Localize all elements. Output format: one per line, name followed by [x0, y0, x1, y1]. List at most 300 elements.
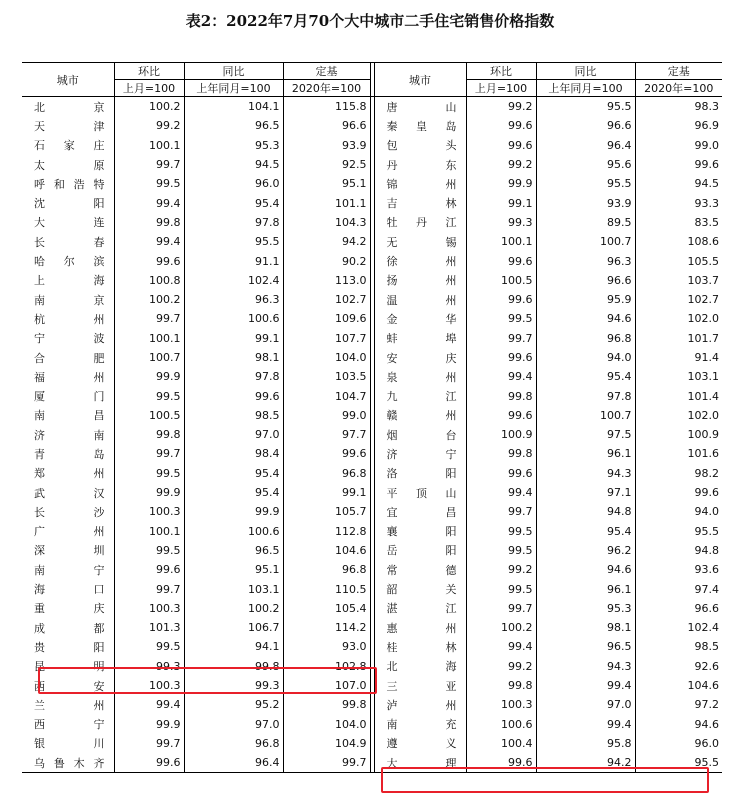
- yoy-subheader-left: 上年同月=100: [184, 80, 283, 97]
- table-row: [22, 174, 722, 193]
- yoy-cell: 96.1: [536, 444, 635, 463]
- mom-cell: 100.3: [114, 502, 184, 521]
- city-cell: 北海: [374, 657, 466, 676]
- yoy-cell: 99.8: [184, 657, 283, 676]
- highlight-box-kunming: [38, 667, 377, 694]
- mom-cell: 99.9: [114, 715, 184, 734]
- table-row: [22, 348, 722, 367]
- yoy-cell: 96.6: [536, 271, 635, 290]
- base-cell: 99.6: [283, 444, 370, 463]
- base-cell: 90.2: [283, 251, 370, 270]
- base-cell: 99.0: [694, 138, 719, 152]
- city-cell: 扬州: [374, 271, 466, 290]
- yoy-cell: 99.4: [536, 676, 635, 695]
- table-row: [22, 695, 722, 714]
- yoy-cell: 97.0: [184, 425, 283, 444]
- city-cell: 贵阳: [22, 637, 114, 656]
- base-cell: 99.1: [283, 483, 370, 502]
- city-cell: 海口: [22, 579, 114, 598]
- yoy-cell: 97.8: [184, 367, 283, 386]
- base-cell: 102.7: [687, 293, 719, 307]
- table-row: [22, 444, 722, 463]
- table-row: [22, 290, 722, 309]
- yoy-subheader-right: 上年同月=100: [536, 80, 635, 97]
- base-cell: 102.4: [687, 621, 719, 635]
- yoy-cell: 99.9: [184, 502, 283, 521]
- base-cell: 97.7: [283, 425, 370, 444]
- yoy-cell: 96.0: [184, 174, 283, 193]
- mom-cell: 99.8: [466, 676, 536, 695]
- base-cell: 95.5: [635, 753, 722, 773]
- city-cell: 成都: [22, 618, 114, 637]
- mom-cell: 99.8: [114, 425, 184, 444]
- mom-cell: 100.3: [114, 676, 184, 695]
- city-cell: 泸州: [374, 695, 466, 714]
- table-row: [22, 734, 722, 753]
- mom-cell: 99.6: [466, 406, 536, 425]
- city-cell: 南昌: [22, 406, 114, 425]
- mom-cell: 99.4: [114, 232, 184, 251]
- table-row: [22, 136, 722, 155]
- city-cell: 无锡: [374, 232, 466, 251]
- mom-cell: 99.7: [114, 309, 184, 328]
- yoy-cell: 91.1: [184, 251, 283, 270]
- base-cell: 114.2: [283, 618, 370, 637]
- mom-cell: 99.5: [114, 464, 184, 483]
- table-row: [22, 251, 722, 270]
- city-cell: 牡丹江: [374, 213, 466, 232]
- base-cell: 96.6: [694, 601, 719, 615]
- yoy-cell: 95.4: [536, 522, 635, 541]
- yoy-cell: 96.4: [536, 136, 635, 155]
- yoy-cell: 96.6: [536, 116, 635, 135]
- mom-cell: 99.6: [114, 560, 184, 579]
- city-cell: 唐山: [374, 97, 466, 117]
- mom-cell: 99.6: [466, 136, 536, 155]
- city-cell: 南京: [22, 290, 114, 309]
- mom-cell: 99.5: [114, 541, 184, 560]
- yoy-cell: 96.5: [184, 541, 283, 560]
- city-cell: 石家庄: [22, 136, 114, 155]
- mom-cell: 100.8: [114, 271, 184, 290]
- yoy-cell: 95.5: [536, 97, 635, 117]
- city-cell: 南充: [374, 715, 466, 734]
- base-cell: 93.6: [694, 563, 719, 577]
- base-cell: 101.6: [687, 447, 719, 461]
- base-cell: 96.6: [283, 116, 370, 135]
- city-cell: 惠州: [374, 618, 466, 637]
- city-cell: 深圳: [22, 541, 114, 560]
- base-cell: 113.0: [283, 271, 370, 290]
- base-cell: 97.2: [694, 698, 719, 712]
- mom-cell: 99.4: [114, 695, 184, 714]
- yoy-cell: 99.6: [184, 386, 283, 405]
- city-cell: 太原: [22, 155, 114, 174]
- yoy-cell: 94.8: [536, 502, 635, 521]
- base-cell: 101.7: [687, 331, 719, 345]
- base-cell: 93.3: [694, 196, 719, 210]
- yoy-cell: 99.4: [536, 715, 635, 734]
- base-cell: 105.5: [687, 254, 719, 268]
- city-cell: 蚌埠: [374, 329, 466, 348]
- mom-cell: 99.8: [466, 386, 536, 405]
- city-cell: 兰州: [22, 695, 114, 714]
- base-cell: 102.8: [283, 657, 370, 676]
- table-row: [22, 309, 722, 328]
- mom-cell: 99.8: [114, 213, 184, 232]
- base-cell: 94.0: [694, 505, 719, 519]
- city-cell: 青岛: [22, 444, 114, 463]
- base-cell: 101.1: [283, 193, 370, 212]
- yoy-cell: 95.4: [184, 193, 283, 212]
- table-row: [22, 213, 722, 232]
- yoy-cell: 98.5: [184, 406, 283, 425]
- base-cell: 96.9: [694, 119, 719, 133]
- city-cell: 南宁: [22, 560, 114, 579]
- mom-cell: 100.1: [114, 329, 184, 348]
- base-cell: 99.8: [283, 695, 370, 714]
- city-cell: 杭州: [22, 309, 114, 328]
- table-row: [22, 155, 722, 174]
- base-cell: 92.6: [694, 659, 719, 673]
- mom-cell: 101.3: [114, 618, 184, 637]
- base-cell: 107.7: [283, 329, 370, 348]
- city-cell: 沈阳: [22, 193, 114, 212]
- yoy-cell: 97.5: [536, 425, 635, 444]
- city-cell: 哈尔滨: [22, 251, 114, 270]
- yoy-cell: 98.4: [184, 444, 283, 463]
- yoy-cell: 97.8: [536, 386, 635, 405]
- mom-cell: 99.9: [114, 483, 184, 502]
- mom-cell: 99.9: [114, 367, 184, 386]
- table-row: [22, 541, 722, 560]
- mom-cell: 99.7: [114, 155, 184, 174]
- yoy-cell: 94.0: [536, 348, 635, 367]
- table-row: [22, 367, 722, 386]
- base-cell: 104.0: [283, 348, 370, 367]
- mom-cell: 100.2: [114, 290, 184, 309]
- base-cell: 99.7: [283, 753, 370, 773]
- yoy-cell: 106.7: [184, 618, 283, 637]
- city-cell: 银川: [22, 734, 114, 753]
- yoy-cell: 96.3: [184, 290, 283, 309]
- yoy-cell: 103.1: [184, 579, 283, 598]
- city-cell: 赣州: [374, 406, 466, 425]
- mom-cell: 99.7: [466, 502, 536, 521]
- base-header-left: 定基: [283, 63, 370, 80]
- mom-cell: 99.9: [466, 174, 536, 193]
- mom-cell: 99.5: [466, 522, 536, 541]
- mom-cell: 100.5: [466, 271, 536, 290]
- yoy-cell: 94.3: [536, 657, 635, 676]
- mom-cell: 99.7: [114, 734, 184, 753]
- mom-cell: 99.6: [466, 348, 536, 367]
- city-cell: 宜昌: [374, 502, 466, 521]
- city-cell: 秦皇岛: [374, 116, 466, 135]
- base-cell: 96.8: [283, 464, 370, 483]
- table-row: [22, 425, 722, 444]
- table-row: [22, 193, 722, 212]
- mom-cell: 99.4: [466, 483, 536, 502]
- city-cell: 济宁: [374, 444, 466, 463]
- base-cell: 101.4: [687, 389, 719, 403]
- yoy-cell: 99.1: [184, 329, 283, 348]
- base-cell: 100.9: [687, 428, 719, 442]
- city-cell: 上海: [22, 271, 114, 290]
- base-cell: 108.6: [687, 235, 719, 249]
- base-cell: 112.8: [283, 522, 370, 541]
- base-cell: 98.3: [694, 100, 719, 114]
- city-cell: 昆明: [22, 657, 114, 676]
- base-cell: 102.0: [687, 408, 719, 422]
- city-cell: 合肥: [22, 348, 114, 367]
- base-cell: 103.7: [687, 273, 719, 287]
- yoy-cell: 98.1: [536, 618, 635, 637]
- city-cell: 包头: [374, 136, 466, 155]
- mom-cell: 100.1: [466, 232, 536, 251]
- yoy-cell: 95.3: [536, 599, 635, 618]
- city-cell: 韶关: [374, 579, 466, 598]
- yoy-cell: 94.3: [536, 464, 635, 483]
- mom-cell: 99.1: [466, 193, 536, 212]
- yoy-cell: 94.6: [536, 309, 635, 328]
- mom-cell: 100.6: [466, 715, 536, 734]
- base-cell: 104.0: [283, 715, 370, 734]
- mom-cell: 99.4: [466, 637, 536, 656]
- base-cell: 102.7: [283, 290, 370, 309]
- table-row: [22, 97, 722, 117]
- base-cell: 103.5: [283, 367, 370, 386]
- mom-cell: 99.7: [114, 444, 184, 463]
- highlight-box-dali: [381, 767, 709, 793]
- city-cell: 常德: [374, 560, 466, 579]
- city-cell: 福州: [22, 367, 114, 386]
- table-title: 表2：2022年7月70个大中城市二手住宅销售价格指数: [185, 12, 555, 30]
- base-cell: 93.0: [283, 637, 370, 656]
- yoy-cell: 102.4: [184, 271, 283, 290]
- mom-cell: 99.7: [114, 579, 184, 598]
- base-cell: 95.1: [283, 174, 370, 193]
- yoy-cell: 94.1: [184, 637, 283, 656]
- base-cell: 105.4: [283, 599, 370, 618]
- table-row: [22, 464, 722, 483]
- table-row: [22, 715, 722, 734]
- base-cell: 94.6: [694, 717, 719, 731]
- table-row: [22, 329, 722, 348]
- mom-cell: 99.7: [466, 599, 536, 618]
- base-cell: 93.9: [283, 136, 370, 155]
- yoy-cell: 97.1: [536, 483, 635, 502]
- city-cell: 桂林: [374, 637, 466, 656]
- mom-header-right: 环比: [466, 63, 536, 80]
- city-cell: 湛江: [374, 599, 466, 618]
- yoy-cell: 95.4: [184, 483, 283, 502]
- mom-cell: 100.1: [114, 136, 184, 155]
- yoy-cell: 95.9: [536, 290, 635, 309]
- base-cell: 104.6: [687, 679, 719, 693]
- mom-cell: 99.5: [114, 174, 184, 193]
- yoy-cell: 95.6: [536, 155, 635, 174]
- base-cell: 98.2: [694, 466, 719, 480]
- yoy-cell: 95.4: [184, 464, 283, 483]
- base-cell: 104.9: [283, 734, 370, 753]
- yoy-cell: 93.9: [536, 193, 635, 212]
- mom-cell: 99.5: [114, 637, 184, 656]
- base-cell: 102.0: [687, 312, 719, 326]
- city-cell: 重庆: [22, 599, 114, 618]
- base-cell: 94.8: [694, 543, 719, 557]
- city-cell: 乌鲁木齐: [22, 753, 114, 773]
- base-cell: 94.2: [283, 232, 370, 251]
- mom-subheader-right: 上月=100: [466, 80, 536, 97]
- base-cell: 98.5: [694, 640, 719, 654]
- city-cell: 烟台: [374, 425, 466, 444]
- table-row: [22, 406, 722, 425]
- city-cell: 武汉: [22, 483, 114, 502]
- city-cell: 郑州: [22, 464, 114, 483]
- base-header-right: 定基: [635, 63, 722, 80]
- mom-cell: 100.3: [114, 599, 184, 618]
- city-cell: 北京: [22, 97, 114, 117]
- yoy-cell: 100.7: [536, 406, 635, 425]
- mom-cell: 99.6: [114, 753, 184, 773]
- yoy-cell: 98.1: [184, 348, 283, 367]
- table-row: [22, 522, 722, 541]
- yoy-cell: 95.2: [184, 695, 283, 714]
- base-cell: 99.6: [694, 158, 719, 172]
- mom-cell: 100.3: [466, 695, 536, 714]
- base-cell: 104.7: [283, 386, 370, 405]
- city-cell: 温州: [374, 290, 466, 309]
- mom-cell: 99.5: [466, 309, 536, 328]
- city-cell: 大理: [374, 753, 466, 773]
- mom-cell: 100.9: [466, 425, 536, 444]
- mom-cell: 99.2: [114, 116, 184, 135]
- table-row: [22, 483, 722, 502]
- city-cell: 济南: [22, 425, 114, 444]
- city-cell: 金华: [374, 309, 466, 328]
- mom-cell: 100.2: [114, 97, 184, 117]
- yoy-cell: 99.3: [184, 676, 283, 695]
- city-cell: 大连: [22, 213, 114, 232]
- mom-cell: 99.6: [466, 753, 536, 773]
- yoy-cell: 97.0: [536, 695, 635, 714]
- base-cell: 115.8: [283, 97, 370, 117]
- table-row: [22, 116, 722, 135]
- city-cell: 长沙: [22, 502, 114, 521]
- mom-subheader-left: 上月=100: [114, 80, 184, 97]
- mom-header-left: 环比: [114, 63, 184, 80]
- yoy-cell: 94.6: [536, 560, 635, 579]
- city-cell: 吉林: [374, 193, 466, 212]
- city-cell: 西安: [22, 676, 114, 695]
- city-cell: 岳阳: [374, 541, 466, 560]
- mom-cell: 100.7: [114, 348, 184, 367]
- mom-cell: 100.4: [466, 734, 536, 753]
- city-cell: 三亚: [374, 676, 466, 695]
- base-cell: 107.0: [283, 676, 370, 695]
- base-cell: 109.6: [283, 309, 370, 328]
- base-cell: 92.5: [283, 155, 370, 174]
- mom-cell: 99.6: [466, 116, 536, 135]
- table-row: [22, 271, 722, 290]
- city-cell: 锦州: [374, 174, 466, 193]
- city-header-left: 城市: [22, 63, 114, 97]
- base-cell: 94.5: [694, 177, 719, 191]
- city-cell: 厦门: [22, 386, 114, 405]
- mom-cell: 99.4: [466, 367, 536, 386]
- base-subheader-left: 2020年=100: [283, 80, 370, 97]
- city-cell: 遵义: [374, 734, 466, 753]
- mom-cell: 99.2: [466, 155, 536, 174]
- mom-cell: 99.5: [466, 579, 536, 598]
- mom-cell: 99.5: [114, 386, 184, 405]
- base-cell: 103.1: [687, 370, 719, 384]
- city-cell: 西宁: [22, 715, 114, 734]
- yoy-cell: 100.2: [184, 599, 283, 618]
- yoy-cell: 96.8: [536, 329, 635, 348]
- base-cell: 104.6: [283, 541, 370, 560]
- yoy-cell: 95.5: [536, 174, 635, 193]
- yoy-cell: 100.6: [184, 309, 283, 328]
- yoy-cell: 96.8: [184, 734, 283, 753]
- base-cell: 95.5: [694, 524, 719, 538]
- city-cell: 泉州: [374, 367, 466, 386]
- mom-cell: 99.3: [466, 213, 536, 232]
- yoy-cell: 95.4: [536, 367, 635, 386]
- yoy-cell: 104.1: [184, 97, 283, 117]
- city-cell: 宁波: [22, 329, 114, 348]
- base-cell: 104.3: [283, 213, 370, 232]
- base-subheader-right: 2020年=100: [635, 80, 722, 97]
- yoy-cell: 96.5: [184, 116, 283, 135]
- table-row: [22, 502, 722, 521]
- mom-cell: 99.8: [466, 444, 536, 463]
- city-cell: 天津: [22, 116, 114, 135]
- table-row: [22, 618, 722, 637]
- city-cell: 丹东: [374, 155, 466, 174]
- table-row: [22, 579, 722, 598]
- yoy-cell: 89.5: [536, 213, 635, 232]
- city-cell: 平顶山: [374, 483, 466, 502]
- table-row: [22, 232, 722, 251]
- base-cell: 83.5: [694, 215, 719, 229]
- table-row: [22, 599, 722, 618]
- city-cell: 广州: [22, 522, 114, 541]
- base-cell: 105.7: [283, 502, 370, 521]
- mom-cell: 99.2: [466, 560, 536, 579]
- city-cell: 洛阳: [374, 464, 466, 483]
- mom-cell: 99.2: [466, 657, 536, 676]
- mom-cell: 99.6: [466, 251, 536, 270]
- mom-cell: 99.6: [466, 290, 536, 309]
- city-header-right: 城市: [374, 63, 466, 97]
- base-cell: 91.4: [694, 351, 719, 364]
- yoy-cell: 95.5: [184, 232, 283, 251]
- base-cell: 99.0: [283, 406, 370, 425]
- city-cell: 呼和浩特: [22, 174, 114, 193]
- city-cell: 安庆: [374, 348, 466, 367]
- yoy-cell: 96.3: [536, 251, 635, 270]
- mom-cell: 99.5: [466, 541, 536, 560]
- yoy-cell: 95.8: [536, 734, 635, 753]
- city-cell: 徐州: [374, 251, 466, 270]
- yoy-header-left: 同比: [184, 63, 283, 80]
- base-cell: 96.8: [283, 560, 370, 579]
- yoy-cell: 100.7: [536, 232, 635, 251]
- base-cell: 110.5: [283, 579, 370, 598]
- yoy-cell: 97.0: [184, 715, 283, 734]
